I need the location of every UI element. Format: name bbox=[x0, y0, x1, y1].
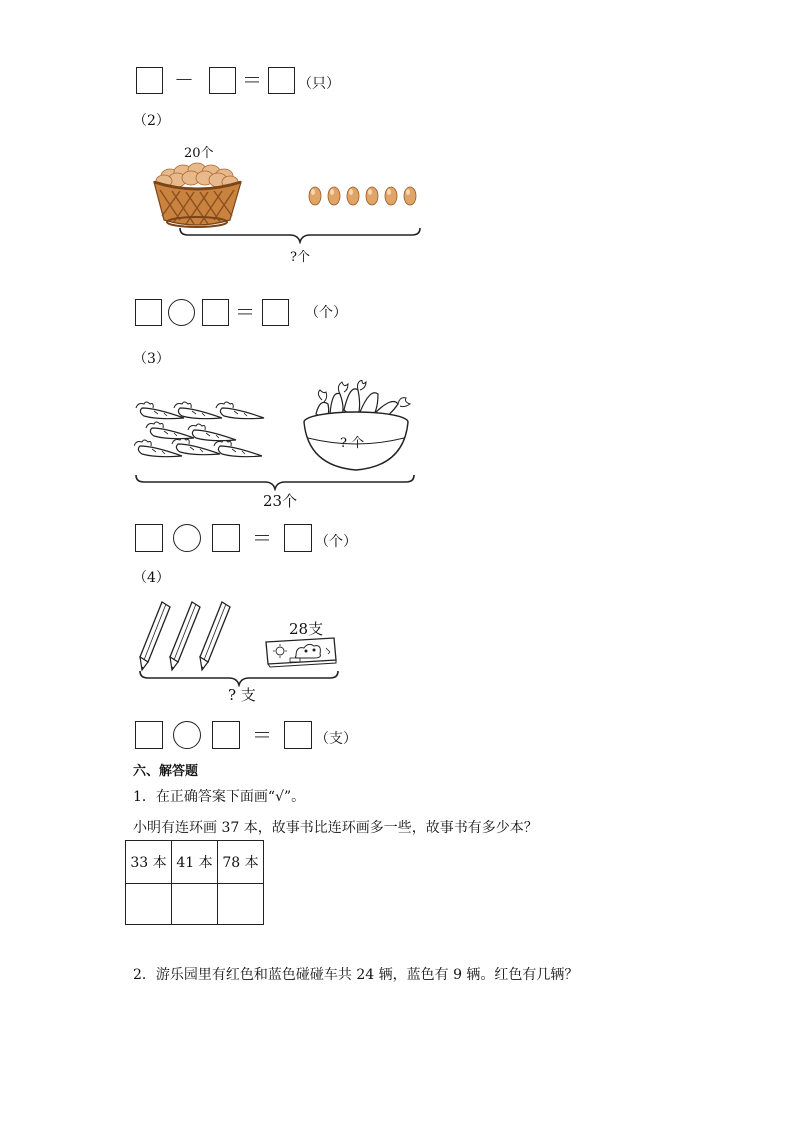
question-1-title: 1．在正确答案下面画“√”。 bbox=[133, 789, 306, 805]
answer-box-2[interactable] bbox=[202, 299, 229, 326]
answer-box-1[interactable] bbox=[135, 524, 163, 552]
answer-box-2[interactable] bbox=[209, 67, 236, 94]
check-cell[interactable] bbox=[126, 884, 172, 925]
answer-box-3[interactable] bbox=[284, 524, 312, 552]
unit-label: （支） bbox=[315, 731, 357, 747]
total-brace bbox=[178, 226, 422, 244]
carrots-illustration bbox=[134, 398, 284, 478]
question-1-text: 小明有连环画 37 本，故事书比连环画多一些，故事书有多少本？ bbox=[133, 820, 538, 836]
answer-box-2[interactable] bbox=[212, 524, 240, 552]
loose-eggs-illustration bbox=[306, 184, 422, 208]
option-cell: 33 本 bbox=[126, 841, 172, 884]
unit-label: （个） bbox=[305, 305, 347, 321]
pencil-box-illustration bbox=[262, 636, 338, 668]
bowl-illustration bbox=[300, 380, 422, 476]
equals-sign: ＝ bbox=[242, 68, 262, 92]
equals-sign: ＝ bbox=[235, 300, 255, 324]
pencils-illustration bbox=[138, 600, 244, 672]
unit-label: （只） bbox=[298, 76, 340, 92]
option-cell: 78 本 bbox=[218, 841, 264, 884]
part-label: （4） bbox=[133, 570, 170, 586]
section-heading: 六、解答题 bbox=[133, 764, 199, 779]
answer-box-1[interactable] bbox=[136, 67, 163, 94]
total-brace bbox=[134, 473, 416, 491]
minus-sign: － bbox=[174, 68, 194, 92]
basket-count-label: 20个 bbox=[184, 146, 214, 161]
unit-label: （个） bbox=[315, 534, 357, 550]
answer-box-1[interactable] bbox=[135, 721, 163, 749]
answer-box-1[interactable] bbox=[135, 299, 162, 326]
answer-box-3[interactable] bbox=[284, 721, 312, 749]
options-table bbox=[125, 840, 264, 925]
answer-box-3[interactable] bbox=[262, 299, 289, 326]
equals-sign: ＝ bbox=[252, 526, 272, 550]
question-2-title: 2．游乐园里有红色和蓝色碰碰车共 24 辆，蓝色有 9 辆。红色有几辆？ bbox=[133, 967, 579, 983]
operator-circle[interactable] bbox=[173, 524, 201, 552]
total-label: ?个 bbox=[290, 250, 310, 265]
answer-box-2[interactable] bbox=[212, 721, 240, 749]
total-label: 23个 bbox=[263, 492, 298, 510]
part-label: （2） bbox=[133, 113, 170, 129]
bowl-label: ? 个 bbox=[340, 436, 365, 451]
total-label: ? 支 bbox=[228, 686, 256, 704]
operator-circle[interactable] bbox=[168, 299, 195, 326]
option-cell: 41 本 bbox=[172, 841, 218, 884]
part-label: （3） bbox=[133, 351, 170, 367]
operator-circle[interactable] bbox=[173, 721, 201, 749]
check-cell[interactable] bbox=[218, 884, 264, 925]
answer-box-3[interactable] bbox=[268, 67, 295, 94]
egg-basket-illustration bbox=[150, 158, 245, 230]
box-count-label: 28支 bbox=[289, 620, 324, 638]
check-cell[interactable] bbox=[172, 884, 218, 925]
equals-sign: ＝ bbox=[252, 723, 272, 747]
